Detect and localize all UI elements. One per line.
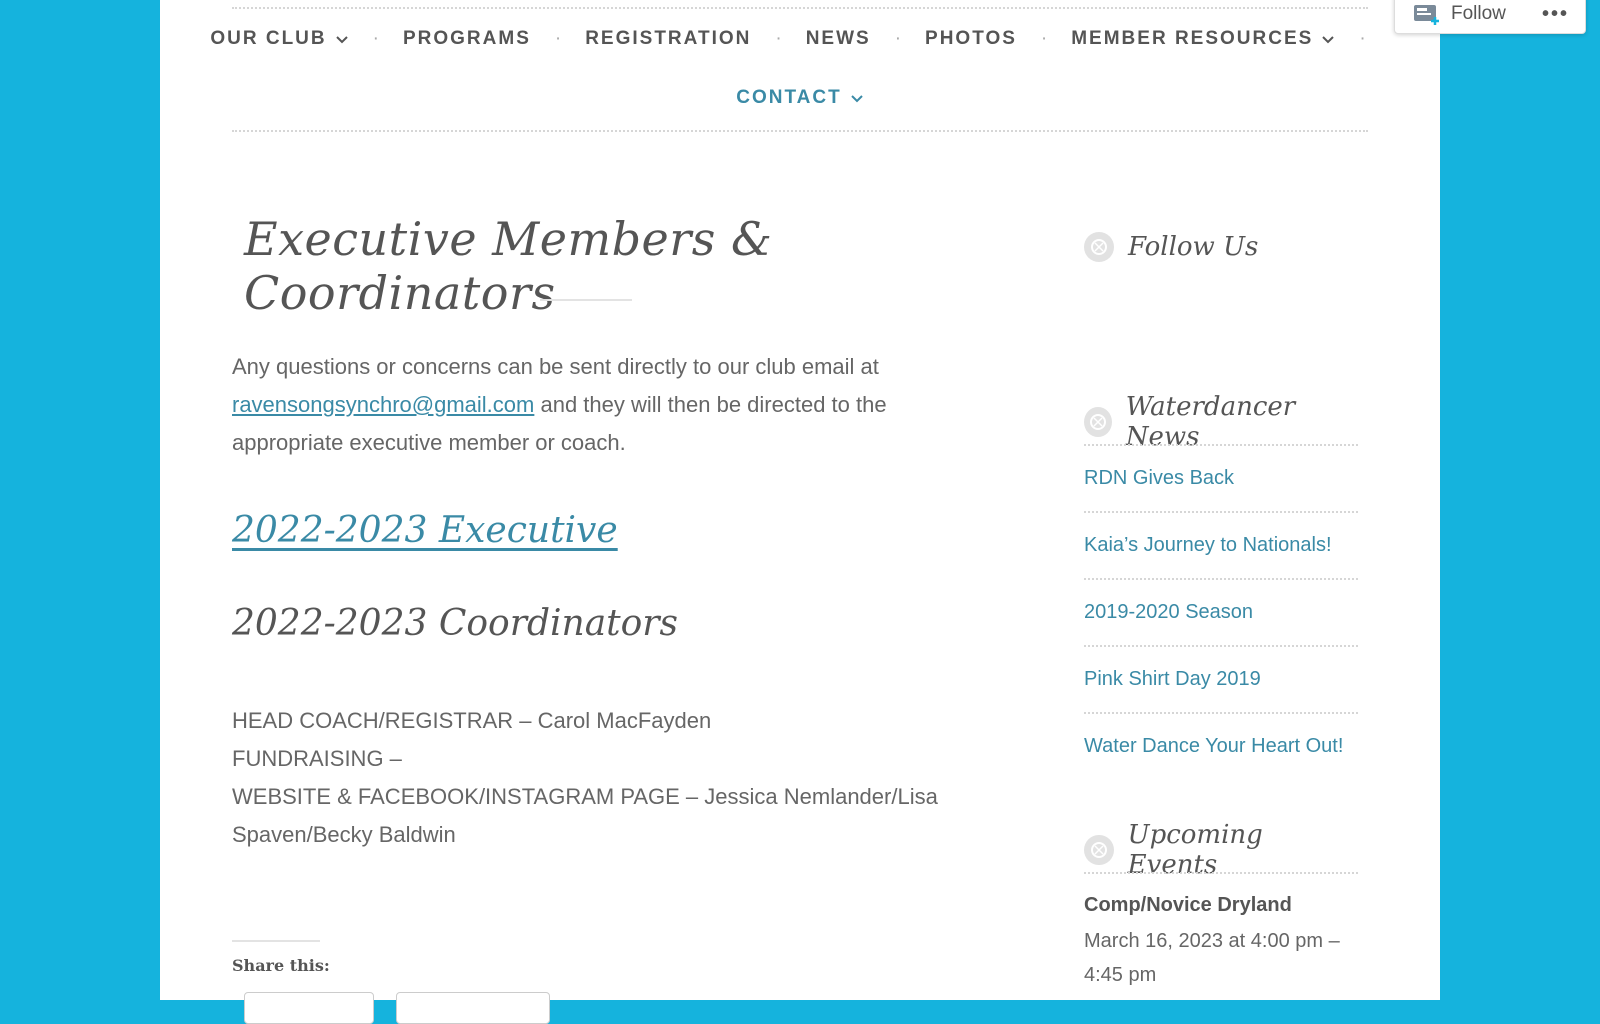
nav-separator: · — [775, 28, 782, 49]
widget-bullet-icon — [1084, 835, 1114, 865]
nav-our-club-label: OUR CLUB — [210, 28, 327, 49]
chevron-down-icon — [1321, 32, 1335, 46]
coordinator-row: WEBSITE & FACEBOOK/INSTAGRAM PAGE – Jessica Nemlander/Lisa Spaven/Becky Baldwin — [232, 784, 938, 847]
news-item-link[interactable]: Kaia’s Journey to Nationals! — [1084, 511, 1358, 578]
nav-programs[interactable] — [403, 28, 531, 50]
coordinators-heading: 2022-2023 Coordinators — [232, 603, 678, 644]
page-container — [160, 0, 1440, 1000]
follow-us-title: Follow Us — [1128, 232, 1259, 262]
nav-news[interactable] — [806, 28, 871, 50]
nav-our-club[interactable] — [210, 28, 348, 50]
news-title: Waterdancer News — [1125, 392, 1296, 452]
widget-bullet-icon — [1084, 232, 1114, 262]
event-name-link[interactable]: Comp/Novice Dryland — [1084, 894, 1292, 916]
coordinator-row: FUNDRAISING – — [232, 746, 402, 771]
nav-separator: · — [1040, 28, 1048, 49]
intro-paragraph — [232, 348, 992, 462]
event-date: March 16, 2023 at 4:00 pm – 4:45 pm — [1084, 930, 1340, 986]
main-nav-row-2 — [160, 84, 1440, 112]
nav-photos[interactable] — [925, 28, 1017, 50]
share-divider — [232, 940, 320, 942]
chevron-down-icon — [335, 32, 349, 46]
intro-text-before: Any questions or concerns can be sent directly to our club email at — [232, 354, 879, 379]
news-widget-title — [1084, 392, 1358, 452]
title-divider — [540, 299, 632, 301]
page-title: Executive Members & Coordinators — [244, 212, 773, 320]
chevron-down-icon — [850, 91, 864, 105]
follow-us-widget-title — [1084, 232, 1258, 262]
nav-separator: · — [372, 28, 379, 49]
nav-member-resources-label: MEMBER RESOURCES — [1071, 28, 1314, 49]
coordinator-list — [232, 702, 992, 854]
nav-separator: · — [894, 28, 902, 49]
nav-top-divider — [232, 7, 1368, 9]
news-item-link[interactable]: Pink Shirt Day 2019 — [1084, 645, 1358, 712]
nav-separator: · — [554, 28, 562, 49]
nav-programs-label: PROGRAMS — [402, 28, 531, 49]
nav-photos-label: PHOTOS — [925, 28, 1017, 49]
executive-heading-link[interactable]: 2022-2023 Executive — [232, 510, 618, 551]
events-divider — [1084, 872, 1358, 874]
news-item-link[interactable]: Water Dance Your Heart Out! — [1084, 712, 1358, 779]
intro-text-after: and they will then be directed to the appropriate executive member or coach. — [232, 392, 887, 455]
follow-bar — [1394, 0, 1586, 34]
events-title: Upcoming Events — [1127, 820, 1263, 880]
coordinator-row: HEAD COACH/REGISTRAR – Carol MacFayden — [232, 708, 712, 733]
news-item-link[interactable]: RDN Gives Back — [1084, 444, 1358, 511]
news-item-link[interactable]: 2019-2020 Season — [1084, 578, 1358, 645]
nav-news-label: NEWS — [805, 28, 871, 49]
nav-separator: · — [1359, 28, 1366, 49]
news-list — [1084, 444, 1358, 779]
nav-contact-label: CONTACT — [736, 87, 842, 108]
share-button-1[interactable] — [244, 992, 374, 1024]
nav-member-resources[interactable] — [1071, 28, 1335, 50]
club-email-link[interactable]: ravensongsynchro@gmail.com — [232, 392, 535, 417]
events-widget-title — [1084, 820, 1358, 880]
nav-registration-label: REGISTRATION — [585, 28, 752, 49]
nav-bottom-divider — [232, 130, 1368, 132]
follow-button[interactable]: Follow — [1451, 3, 1506, 24]
share-label: Share this: — [232, 956, 330, 975]
widget-bullet-icon — [1084, 407, 1112, 437]
nav-contact[interactable] — [736, 87, 863, 109]
more-options-icon[interactable]: ••• — [1541, 2, 1569, 25]
nav-registration[interactable] — [585, 28, 751, 50]
share-button-2[interactable] — [396, 992, 550, 1024]
main-nav — [160, 25, 1440, 53]
reader-follow-icon — [1413, 3, 1441, 25]
